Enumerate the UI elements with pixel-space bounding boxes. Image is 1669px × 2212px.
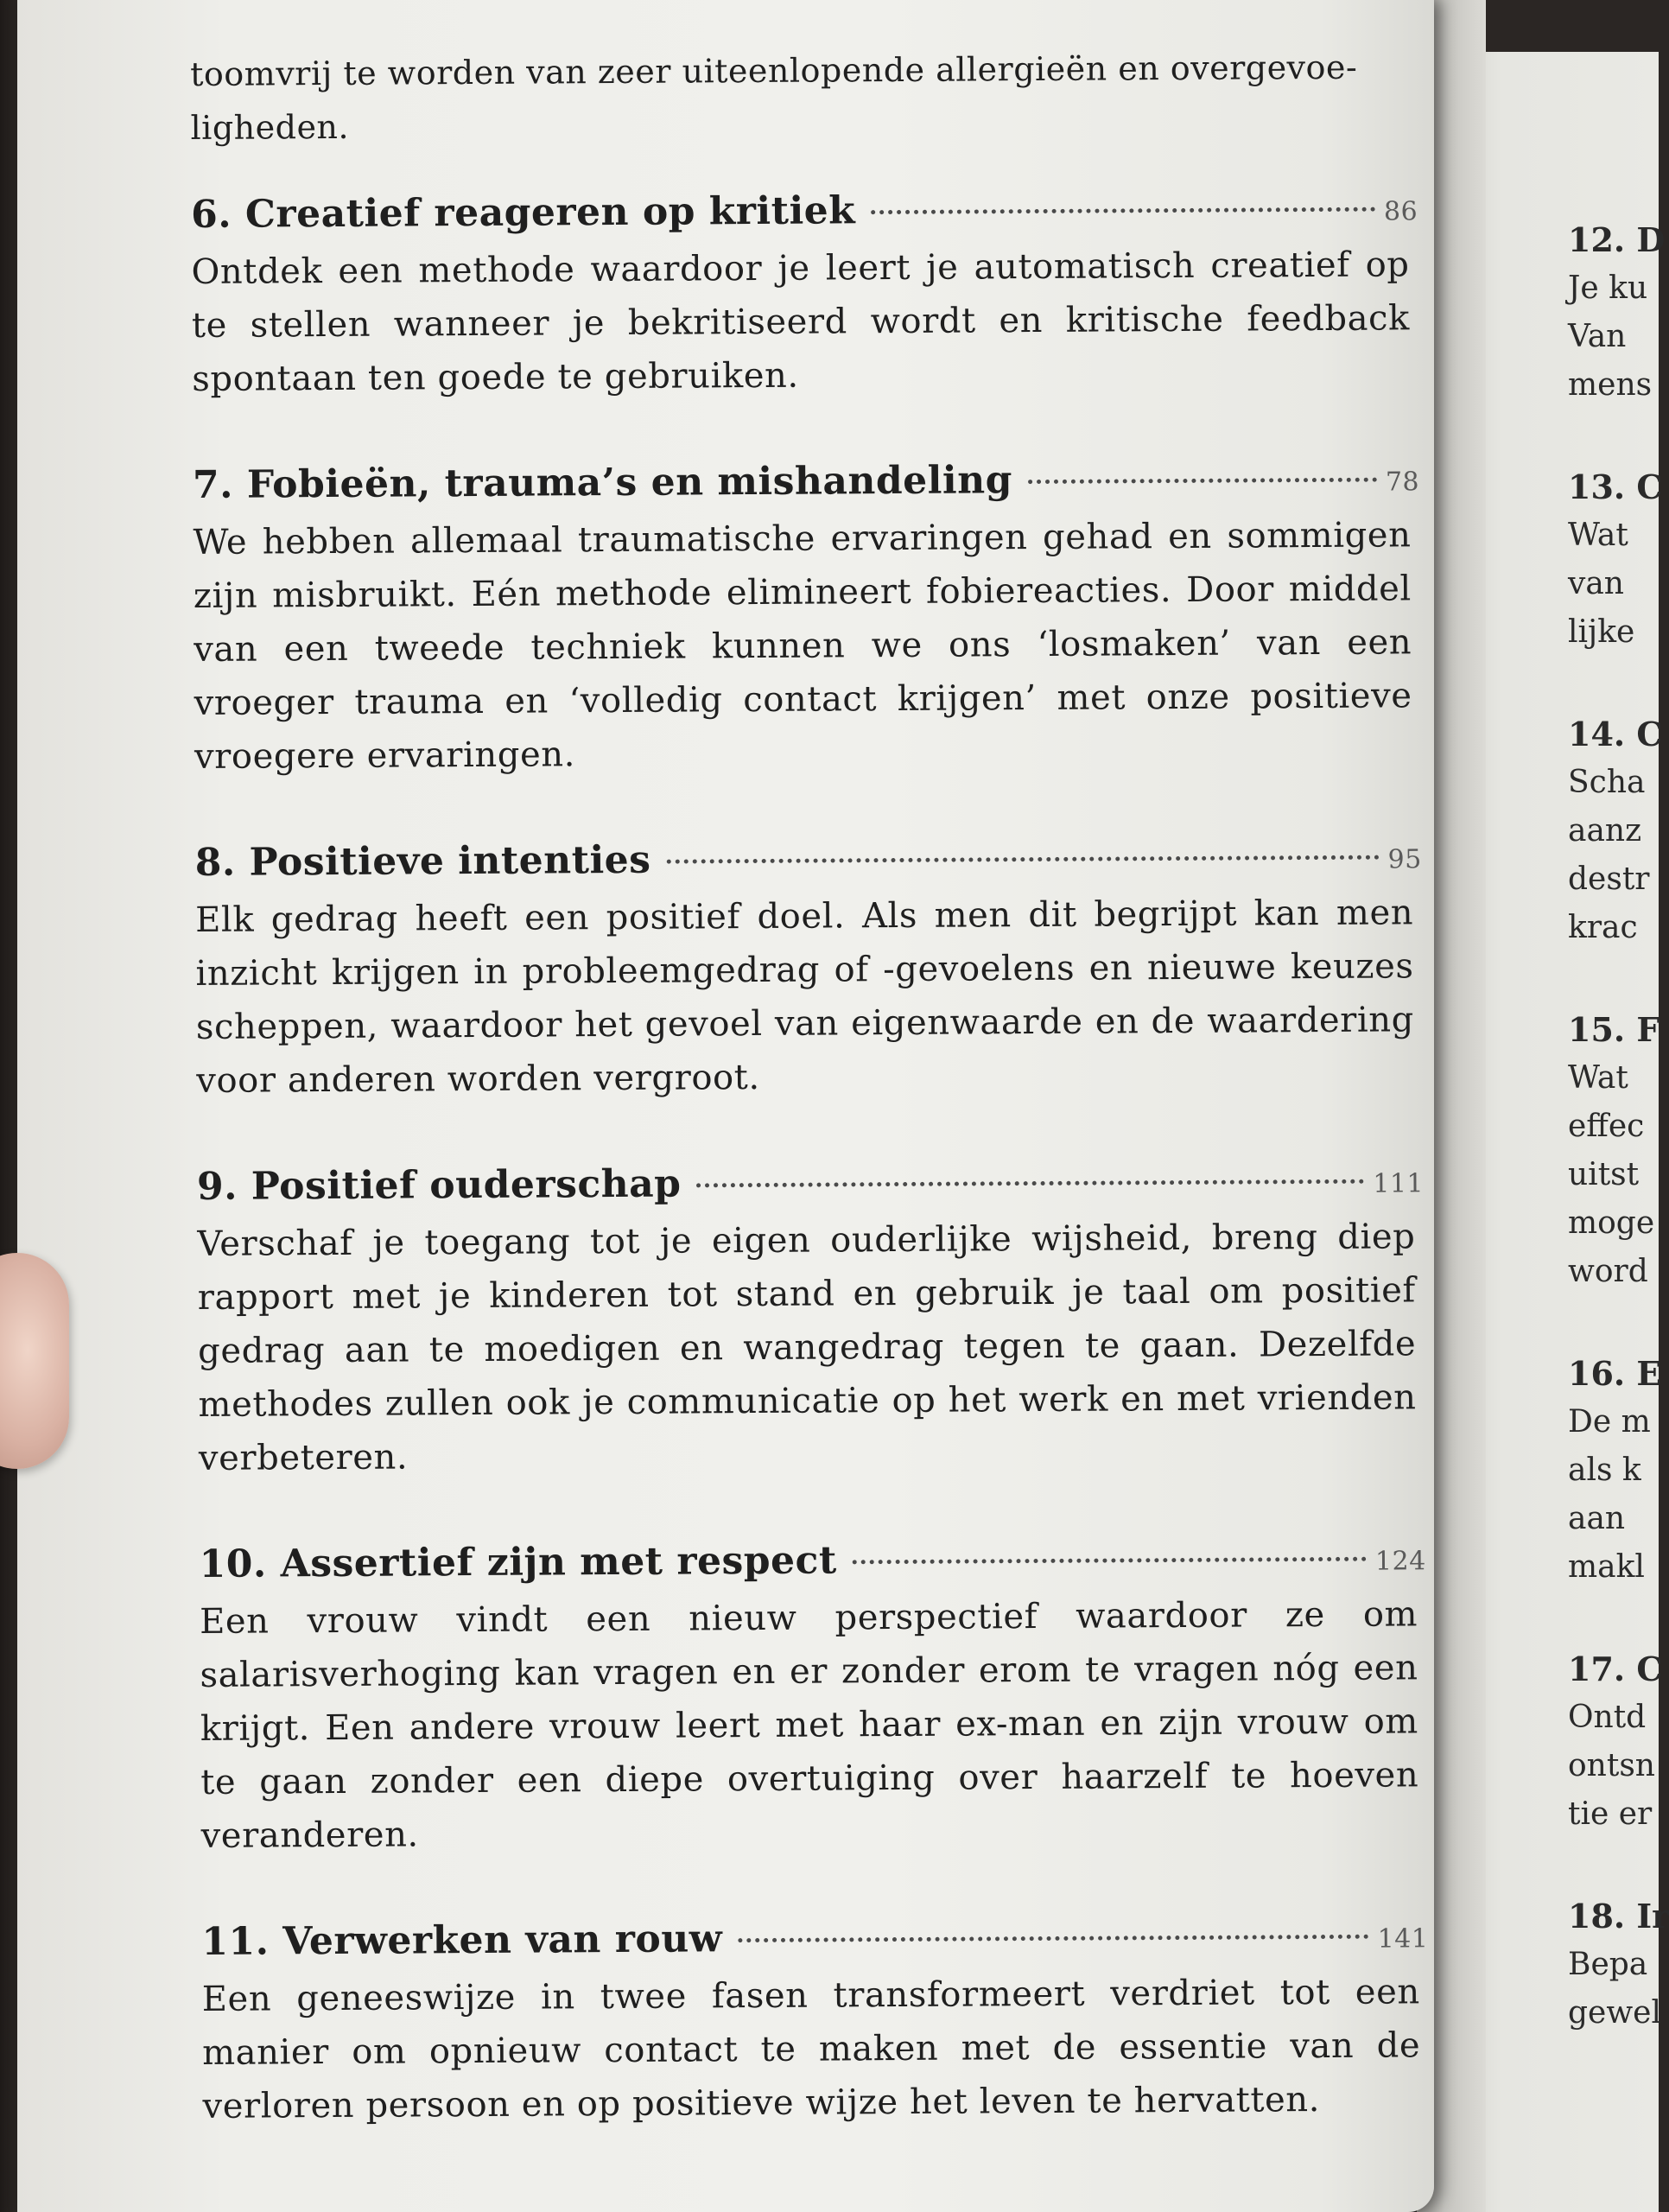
dot-leader [871,207,1375,215]
toc-entry-8 [195,830,1424,1108]
entry-number: 10. [199,1541,267,1586]
entry-line: word [1568,1254,1648,1289]
entry-line: tie er [1568,1796,1653,1832]
entry-line: aan [1568,1501,1626,1536]
entry-line: ontsn [1568,1748,1655,1783]
entry-title [201,1913,722,1968]
entry-number: 6. [191,192,232,237]
right-toc-entry-16 [1568,1350,1662,1592]
toc-entry-11 [201,1909,1430,2133]
right-toc-entry-13 [1568,463,1663,657]
entry-line: makl [1568,1549,1645,1585]
entry-title [197,1159,682,1213]
dot-leader [696,1179,1364,1188]
entry-line: Bepa [1568,1947,1648,1982]
entry-line: Wat [1568,1060,1628,1096]
dot-leader [853,1557,1367,1565]
entry-description: Verschaf je toegang tot je eigen ouderlijke wijsheid, breng diep rapport met je kinderen tot stand en gebruik je taal om positief gedrag aan te moedigen en wangedrag tegen te gaan. Dezelfde methodes zullen ook je communicatie op het werk en met vrienden verbeteren. [197,1217,1417,1478]
right-toc-entry-14 [1568,710,1663,952]
entry-line: Je ku [1568,270,1648,306]
entry-number: 18. Ir [1568,1897,1669,1936]
entry-number: 17. C [1568,1649,1663,1688]
entry-line: krac [1568,910,1638,945]
entry-number: 8. [194,840,236,885]
right-toc-entry-12 [1568,216,1666,410]
entry-line: Ontd [1568,1700,1647,1735]
dot-leader [1028,478,1377,484]
entry-title-text: Assertief zijn met respect [280,1538,837,1586]
page-number: 86 [1383,196,1418,227]
entry-description: Een vrouw vindt een nieuw perspectief waardoor ze om salarisverhoging kan vragen en er zonder erom te vragen nóg een krijgt. Een andere vrouw leert met haar ex-man en zijn vrouw om te gaan zonder een diepe overtuiging over haarzelf te hoeven veranderen. [199,1594,1419,1856]
entry-title-text: Fobieën, trauma’s en mishandeling [246,458,1013,507]
entry-title [193,454,1012,512]
entry-number: 15. F [1568,1010,1660,1049]
entry-line: Van [1568,319,1627,354]
entry-title-text: Positieve intenties [249,837,651,885]
dot-leader [666,855,1379,864]
entry-line: aanz [1568,813,1642,849]
entry-heading [200,1531,1426,1595]
right-page-text-area [1568,0,1669,2212]
entry-description: Ontdek een methode waardoor je leert je automatisch creatief op te stellen wanneer je bekritiseerd wordt en kritische feedback spontaan ten goede te gebruiken. [191,245,1411,399]
right-toc-entry-15 [1568,1006,1660,1296]
entry-line: destr [1568,861,1650,897]
entry-title [195,835,651,889]
page-number: 124 [1374,1546,1426,1577]
thumb [0,1253,69,1469]
entry-title [191,185,855,241]
page-number: 141 [1377,1923,1429,1955]
intro-paragraph: toomvrij te worden van zeer uiteenlopende allergieën en overgevoeligheden. [190,48,1357,147]
entry-number: 14. C [1568,715,1663,753]
table-of-contents [190,40,1430,2187]
toc-entry-9 [197,1154,1425,1485]
entry-line: Wat [1568,518,1628,553]
right-toc-entry-18 [1568,1892,1669,2037]
entry-line: uitst [1568,1157,1640,1192]
page-number: 95 [1387,844,1422,875]
page-number: 111 [1373,1168,1425,1199]
entry-description: Elk gedrag heeft een positief doel. Als men dit begrijpt kan men inzicht krijgen in probleemgedrag of -gevoelens en nieuwe keuzes scheppen, waardoor het gevoel van eigenwaarde en de waardering voor anderen worden vergroot. [195,893,1415,1101]
toc-entry-6 [191,181,1419,406]
entry-number: 12. D [1568,220,1666,259]
right-toc-entry-17 [1568,1645,1663,1839]
entry-line: als k [1568,1452,1641,1488]
entry-line: lijke [1568,614,1635,650]
entry-line: moge [1568,1205,1655,1241]
toc-entry-10 [200,1531,1428,1863]
page-number: 78 [1385,467,1420,498]
entry-title-text: Positief ouderschap [251,1161,682,1209]
entry-heading [201,1909,1428,1973]
entry-number: 13. C [1568,467,1663,506]
entry-heading [191,181,1418,245]
dot-leader [738,1935,1368,1942]
entry-number: 16. E [1568,1354,1662,1393]
entry-number: 7. [192,462,234,507]
entry-title-text: Creatief reageren op kritiek [244,188,856,237]
entry-line: gewel [1568,1995,1661,2031]
entry-title [200,1535,837,1591]
entry-line: De m [1568,1404,1651,1440]
right-page-toc [1568,216,1669,2091]
entry-line: effec [1568,1109,1645,1144]
entry-title-text: Verwerken van rouw [282,1916,723,1964]
entry-line: mens [1568,367,1653,403]
entry-heading [193,452,1419,516]
entry-number: 11. [201,1919,270,1964]
entry-description: We hebben allemaal traumatische ervaringen gehad en sommigen zijn misbruikt. Eén methode elimineert fobiereacties. Door middel van een tweede techniek kunnen we ons ‘losmaken’ van een vroeger trauma en ‘volledig contact krijgen’ met onze positieve vroegere ervaringen. [193,515,1412,777]
entry-heading [197,1154,1424,1217]
entry-description: Een geneeswijze in twee fasen transformeert verdriet tot een manier om opnieuw contact te maken met de essentie van de verloren persoon en op positieve wijze het leven te hervatten. [201,1972,1421,2126]
entry-number: 9. [196,1164,238,1209]
entry-line: van [1568,566,1624,601]
entry-line: Scha [1568,765,1646,800]
toc-entry-7 [193,452,1421,784]
entry-heading [195,830,1422,893]
